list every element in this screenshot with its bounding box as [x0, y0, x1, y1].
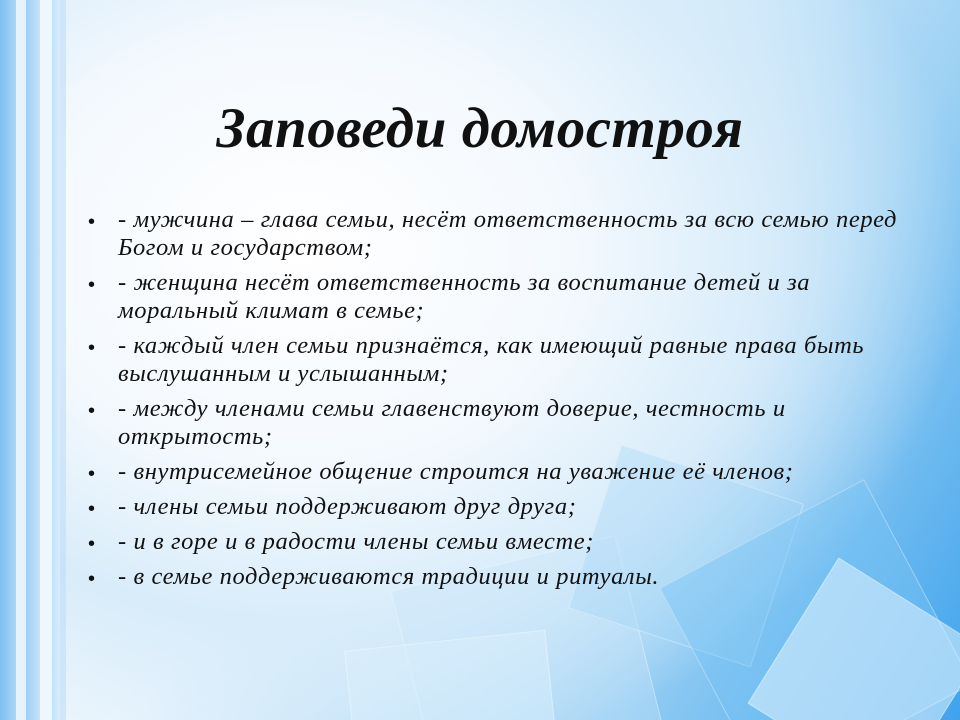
bullet-icon: •: [88, 568, 96, 590]
list-item: [78, 269, 898, 325]
bullet-icon: •: [88, 533, 96, 555]
list-item: [78, 458, 898, 486]
bullet-icon: •: [88, 498, 96, 520]
list-item: [78, 493, 898, 521]
bullet-icon: •: [88, 463, 96, 485]
list-item-text: - члены семьи поддерживают друг друга;: [118, 493, 577, 520]
slide-title: Заповеди домостроя: [216, 97, 744, 160]
list-item: [78, 332, 898, 388]
bullet-list: [78, 206, 898, 598]
list-item-text: - женщина несёт ответственность за воспитание детей и за моральный климат в семье;: [118, 269, 811, 324]
list-item-text: - внутрисемейное общение строится на уважение её членов;: [118, 458, 794, 485]
list-item-text: - между членами семьи главенствуют доверие, честность и открытость;: [118, 395, 786, 450]
list-item: [78, 395, 898, 451]
decorative-square: [344, 630, 558, 720]
list-item-text: - и в горе и в радости члены семьи вместе;: [118, 528, 595, 555]
list-item: [78, 206, 898, 262]
bullet-icon: •: [88, 400, 96, 422]
bullet-icon: •: [88, 211, 96, 233]
list-item-text: - каждый член семьи признаётся, как имеющий равные права быть выслушанным и услышанным;: [118, 332, 865, 387]
list-item-text: - мужчина – глава семьи, несёт ответственность за всю семью перед Богом и государством;: [118, 206, 898, 261]
list-item: [78, 528, 898, 556]
list-item-text: - в семье поддерживаются традиции и ритуалы.: [118, 563, 660, 590]
list-item: [78, 563, 898, 591]
bullet-icon: •: [88, 274, 96, 296]
bullet-icon: •: [88, 337, 96, 359]
